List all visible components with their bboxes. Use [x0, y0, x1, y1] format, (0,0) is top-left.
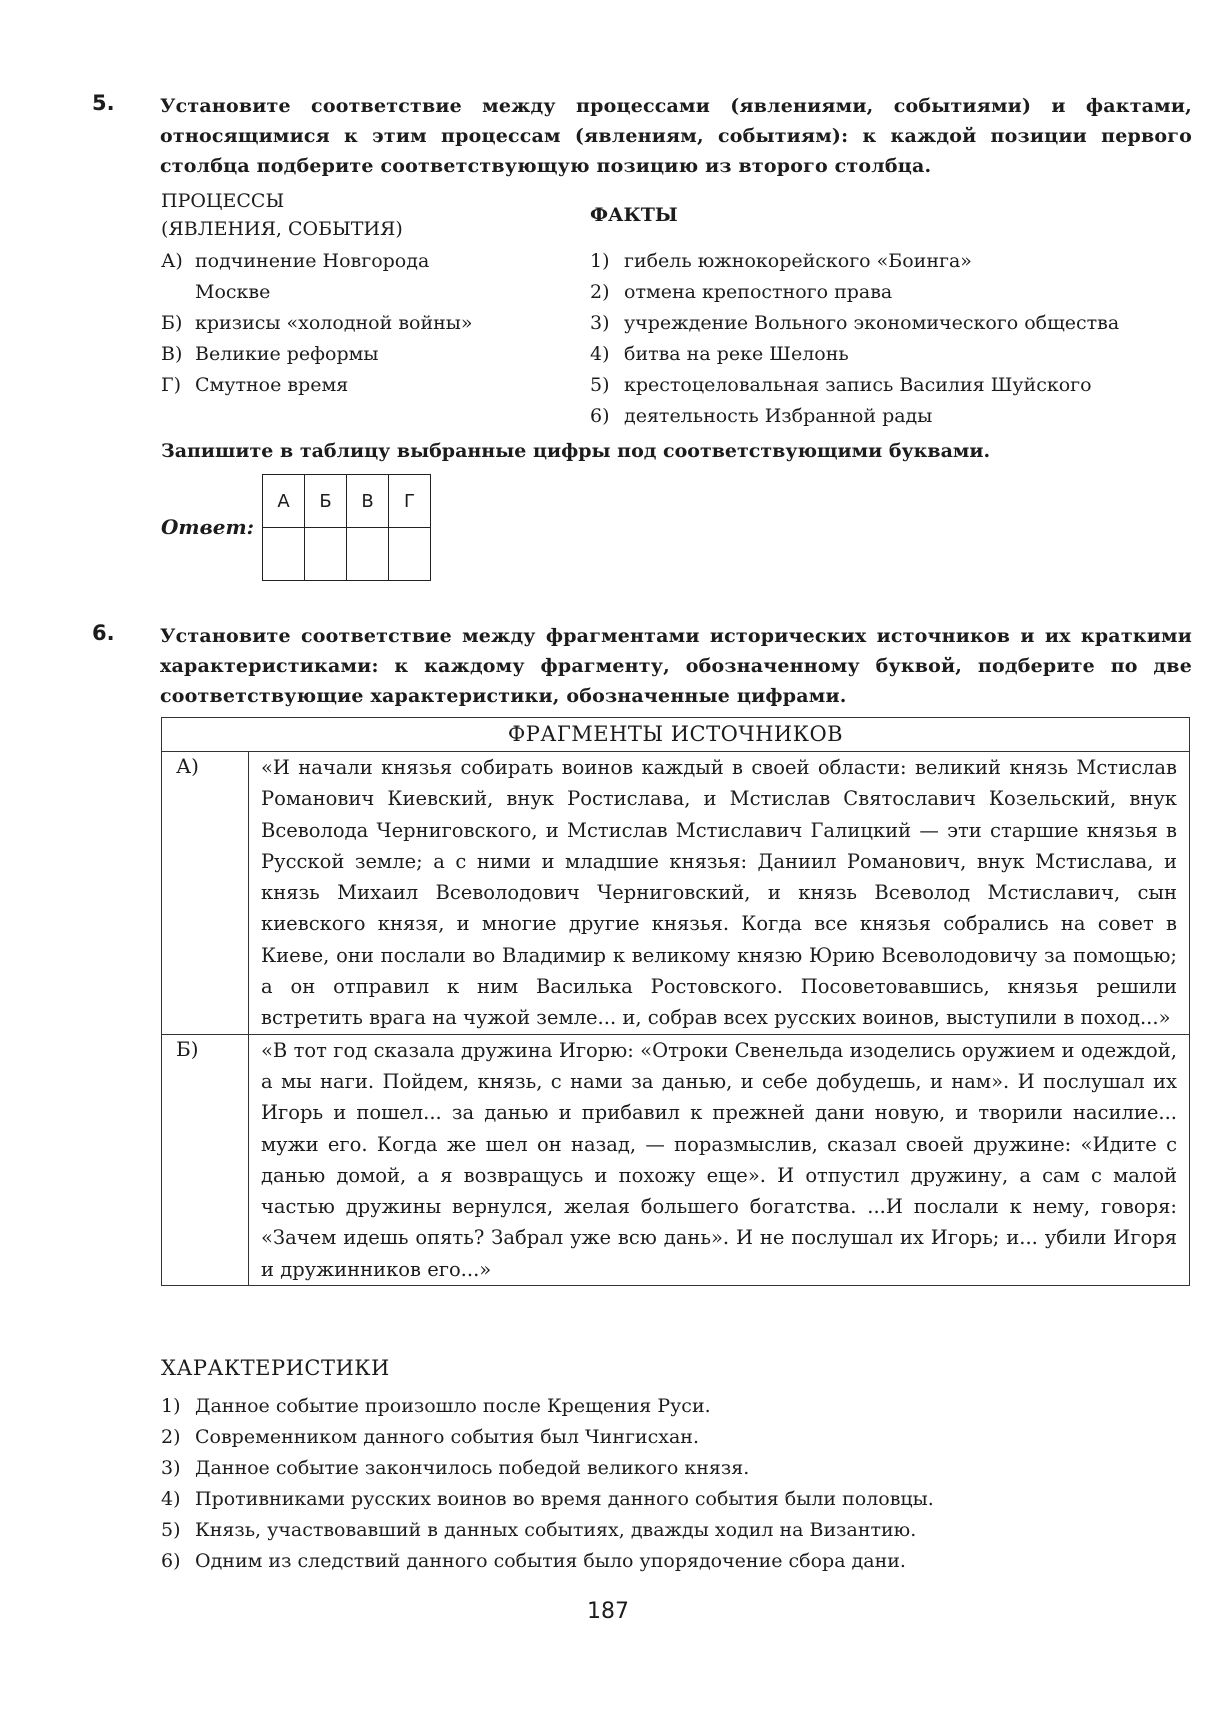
- fragment-label: Б): [162, 1034, 249, 1285]
- answer-cell-g[interactable]: [389, 528, 431, 581]
- list-item: Б) кризисы «холодной войны»: [161, 312, 473, 334]
- list-item: 1) Данное событие произошло после Крещения Руси.: [161, 1395, 711, 1417]
- list-item: 4) Противниками русских воинов во время данного события были половцы.: [161, 1488, 934, 1510]
- processes-list: [161, 246, 561, 401]
- fragment-text: «В тот год сказала дружина Игорю: «Отроки Свенельда изоделись оружием и одеждой, а мы наги. Пойдем, князь, с нами за данью, и себе добудешь, и нам». И послушал их Игорь и пошел... за данью и прибавил к прежней дани новую, и творили насилие... мужи его. Когда же шел он назад, — поразмыслив, сказал своей дружине: «Идите с данью домой, а я возвращусь и похожу еще». И отпустил дружину, а сам с малой частью дружины вернулся, желая большего богатства. ...И послали к нему, говоря: «Зачем идешь опять? Забрал уже всю дань». И не послушал их Игорь; и... убили Игоря и дружинников его...»: [249, 1034, 1190, 1285]
- answer-instruction: Запишите в таблицу выбранные цифры под соответствующими буквами.: [161, 440, 991, 462]
- list-item: 1) гибель южнокорейского «Боинга»: [590, 250, 972, 272]
- list-item: А) подчинение Новгорода Москве: [161, 250, 430, 303]
- answer-label: Ответ:: [161, 515, 254, 539]
- task-6: [92, 621, 1192, 711]
- processes-header: ПРОЦЕССЫ (ЯВЛЕНИЯ, СОБЫТИЯ): [161, 190, 403, 240]
- answer-cell-a[interactable]: [263, 528, 305, 581]
- characteristics-list: [161, 1391, 1181, 1577]
- task-5: [92, 91, 1192, 591]
- answer-cell-v[interactable]: [347, 528, 389, 581]
- answer-table: [262, 474, 431, 581]
- list-item: 2) отмена крепостного права: [590, 281, 893, 303]
- facts-column: [590, 201, 1192, 432]
- list-item: 5) крестоцеловальная запись Василия Шуйского: [590, 374, 1092, 396]
- answer-letter: Б: [305, 475, 347, 528]
- task-5-number: 5.: [92, 91, 115, 115]
- facts-header: ФАКТЫ: [590, 204, 678, 226]
- answer-letter: В: [347, 475, 389, 528]
- task-6-statement: Установите соответствие между фрагментами исторических источников и их краткими характеристиками: к каждому фрагменту, обозначенному буквой, подберите по две соответствующие характеристики, обозначенные цифрами.: [160, 625, 1192, 707]
- fragments-table-header: ФРАГМЕНТЫ ИСТОЧНИКОВ: [162, 718, 1190, 752]
- list-item: В) Великие реформы: [161, 343, 379, 365]
- characteristics-header: ХАРАКТЕРИСТИКИ: [161, 1356, 390, 1380]
- task-5-statement: Установите соответствие между процессами (явлениями, событиями) и фактами, относящимися к этим процессам (явлениям, событиям): к каждой позиции первого столбца подберите соответствующую позицию из второго столбца.: [160, 95, 1192, 177]
- page-number: 187: [587, 1599, 629, 1624]
- fragments-table: [161, 717, 1190, 1286]
- answer-letter: А: [263, 475, 305, 528]
- fragment-text: «И начали князья собирать воинов каждый в своей области: великий князь Мстислав Романович Киевский, внук Ростислава, и Мстислав Святославич Козельский, внук Всеволода Черниговского, и Мстислав Мстиславич Галицкий — эти старшие князья в Русской земле; а с ними и младшие князья: Даниил Романович, внук Мстислава, и князь Михаил Всеволодович Черниговский, и князь Всеволод Мстиславич, сын киевского князя, и многие другие князья. Когда все князья собрались на совет в Киеве, они послали во Владимир к великому князю Юрию Всеволодовичу за помощью; а он отправил к ним Василька Ростовского. Посоветовавшись, князья решили встретить врага на чужой земле... и, собрав всех русских воинов, выступили в поход...»: [249, 752, 1190, 1035]
- processes-column: [161, 187, 561, 401]
- list-item: 3) Данное событие закончилось победой великого князя.: [161, 1457, 750, 1479]
- list-item: 5) Князь, участвовавший в данных событиях, дважды ходил на Византию.: [161, 1519, 917, 1541]
- task-6-number: 6.: [92, 621, 115, 645]
- table-row: [162, 752, 1190, 1035]
- list-item: Г) Смутное время: [161, 374, 349, 396]
- list-item: 6) Одним из следствий данного события было упорядочение сбора дани.: [161, 1550, 906, 1572]
- answer-letter: Г: [389, 475, 431, 528]
- fragment-label: А): [162, 752, 249, 1035]
- answer-cell-b[interactable]: [305, 528, 347, 581]
- list-item: 3) учреждение Вольного экономического общества: [590, 312, 1120, 334]
- list-item: 4) битва на реке Шелонь: [590, 343, 849, 365]
- facts-list: [590, 246, 1192, 432]
- list-item: 6) деятельность Избранной рады: [590, 405, 933, 427]
- table-row: [162, 1034, 1190, 1285]
- list-item: 2) Современником данного события был Чингисхан.: [161, 1426, 699, 1448]
